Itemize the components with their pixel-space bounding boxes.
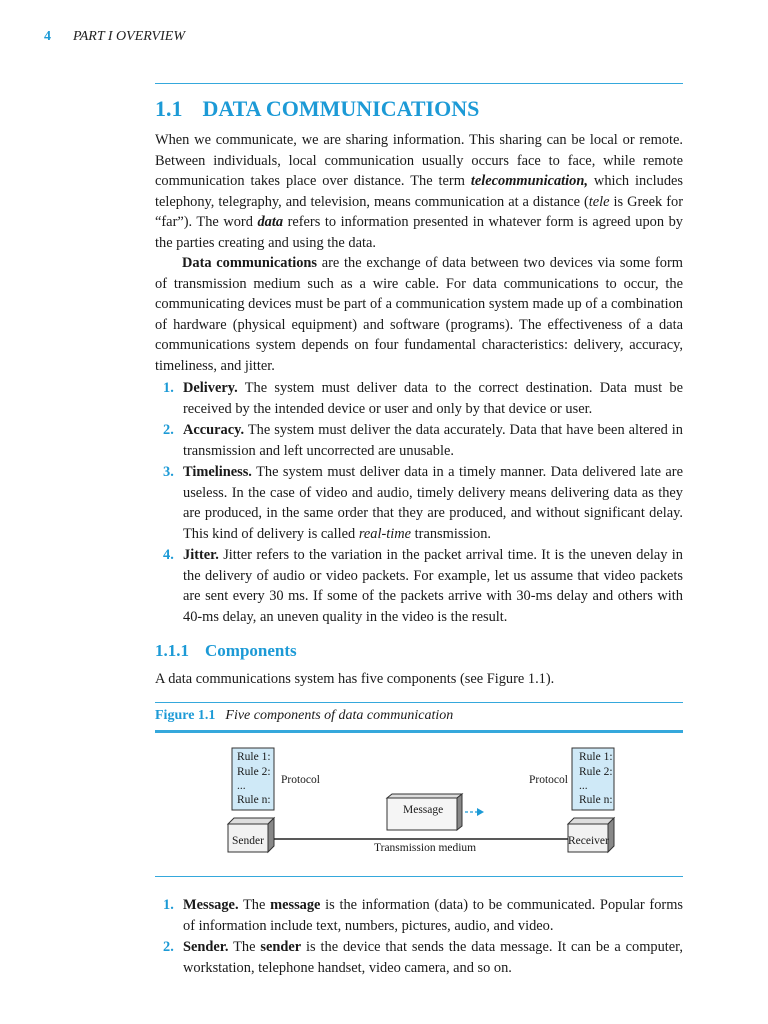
para1-text-d: refers to information presented in whatever form is agreed upon by the parties creating and using the data. <box>155 214 683 251</box>
list-text: The system must deliver data in a timely manner. Data delivered late are useless. In the case of video and audio, timely delivery means delivering data as they are produced, in the same order that they are produced, and without significant delay. This kind of delivery is called <box>183 464 683 542</box>
list-text: is the device that sends the data message. It can be a computer, workstation, telephone handset, video camera, and so on. <box>183 939 683 976</box>
list-number: 2. <box>163 939 174 955</box>
page-number: 4 <box>44 29 51 44</box>
protocol-right-label: Protocol <box>529 774 568 786</box>
term-telecommunication: telecommunication, <box>470 173 588 189</box>
list-term: Sender. <box>183 939 229 955</box>
list-number: 1. <box>163 380 174 396</box>
list-term: Delivery. <box>183 380 238 396</box>
main-text <box>155 92 683 690</box>
paragraph-1 <box>155 130 683 253</box>
term-data: data <box>257 214 284 230</box>
left-rule-ellipsis: ... <box>237 780 246 792</box>
term-real-time: real-time <box>358 525 412 542</box>
paragraph-2 <box>155 253 683 376</box>
left-rule-1: Rule 1: <box>237 751 271 763</box>
list-text-tail: transmission. <box>411 525 492 542</box>
term-message: message <box>270 897 321 913</box>
figure-caption-text: Five components of data communication <box>225 708 454 723</box>
subsection-title-text: Components <box>205 641 297 660</box>
sender-box-side <box>268 818 274 852</box>
sender-box-top <box>228 818 274 824</box>
list-text: Jitter refers to the variation in the packet arrival time. It is the uneven delay in the delivery of audio or video packets. For example, let us assume that video packets are sent every 30 ms. If some of the packets arrive with 30-ms delay and others with 40-ms delay, an uneven quality in the video is the result. <box>183 547 683 625</box>
list-term: Timeliness. <box>183 464 252 480</box>
part-title: PART I OVERVIEW <box>73 29 185 44</box>
para2-text: are the exchange of data between two devices via some form of transmission medium such as a wire cable. For data communications to occur, the communicating devices must be part of a communication system made up of a combination of hardware (physical equipment) and software (programs). The effectiveness of a data communications system depends on four fundamental characteristics: delivery, accuracy, timeliness, and jitter. <box>155 255 683 374</box>
list-text: The system must deliver data to the correct destination. Data must be received by the intended device or user and only by that device or user. <box>183 380 683 417</box>
message-box-side <box>457 794 462 830</box>
message-box-top <box>387 794 462 798</box>
section-top-rule <box>155 83 683 84</box>
receiver-label: Receiver <box>568 835 609 847</box>
para1-text-c: is Greek for “far”). The word <box>155 193 683 230</box>
figure-caption-rule <box>155 730 683 733</box>
protocol-left-label: Protocol <box>281 774 320 786</box>
transmission-medium-label: Transmission medium <box>374 842 477 854</box>
list-text: is the information (data) to be communicated. Popular forms of information include text, numbers, pictures, audio, and video. <box>183 897 683 934</box>
figure-diagram <box>155 738 683 872</box>
receiver-box-top <box>568 818 614 824</box>
message-arrow-head <box>477 808 484 816</box>
running-head <box>44 29 185 45</box>
list-number: 1. <box>163 897 174 913</box>
figure-label: Figure 1.1 <box>155 708 216 723</box>
section-title <box>155 92 683 126</box>
characteristics-list <box>155 378 683 627</box>
list-item <box>155 462 683 544</box>
list-number: 2. <box>163 422 174 438</box>
list-text: The system must deliver the data accurately. Data that have been altered in transmission and left uncorrected are unusable. <box>183 422 683 459</box>
sender-label: Sender <box>232 835 264 847</box>
left-rule-2: Rule 2: <box>237 766 271 778</box>
term-tele: tele <box>588 193 610 210</box>
components-list <box>155 893 683 979</box>
list-term: Message. <box>183 897 239 913</box>
subsection-number: 1.1.1 <box>155 641 189 660</box>
list-item <box>155 545 683 627</box>
para1-text-a: When we communicate, we are sharing information. This sharing can be local or remote. Between individuals, local communication usually occurs face to face, while remote communication takes place over distance. The term <box>155 132 683 189</box>
figure-bottom-rule <box>155 876 683 877</box>
left-rule-n: Rule n: <box>237 794 271 806</box>
subsection-intro: A data communications system has five components (see Figure 1.1). <box>155 671 555 687</box>
term-sender: sender <box>260 939 302 955</box>
list-text-pre: The <box>238 897 271 913</box>
message-label: Message <box>403 804 444 816</box>
figure-caption <box>155 708 453 724</box>
list-number: 4. <box>163 547 174 563</box>
subsection-title <box>155 641 683 661</box>
section-title-text: DATA COMMUNICATIONS <box>202 96 480 121</box>
term-data-communications: Data communications <box>182 255 318 271</box>
list-item <box>155 378 683 419</box>
figure-top-rule <box>155 702 683 703</box>
right-rule-2: Rule 2: <box>579 766 613 778</box>
list-item <box>155 937 683 978</box>
section-number: 1.1 <box>155 96 183 121</box>
right-rule-n: Rule n: <box>579 794 613 806</box>
list-item <box>155 420 683 461</box>
para1-text-b: which includes telephony, telegraphy, and television, means communication at a distance ( <box>155 173 683 210</box>
right-rule-ellipsis: ... <box>579 780 588 792</box>
list-term: Accuracy. <box>183 422 245 438</box>
right-rule-1: Rule 1: <box>579 751 613 763</box>
list-text-pre: The <box>228 939 261 955</box>
list-term: Jitter. <box>183 547 219 563</box>
list-item <box>155 895 683 936</box>
list-number: 3. <box>163 464 174 480</box>
